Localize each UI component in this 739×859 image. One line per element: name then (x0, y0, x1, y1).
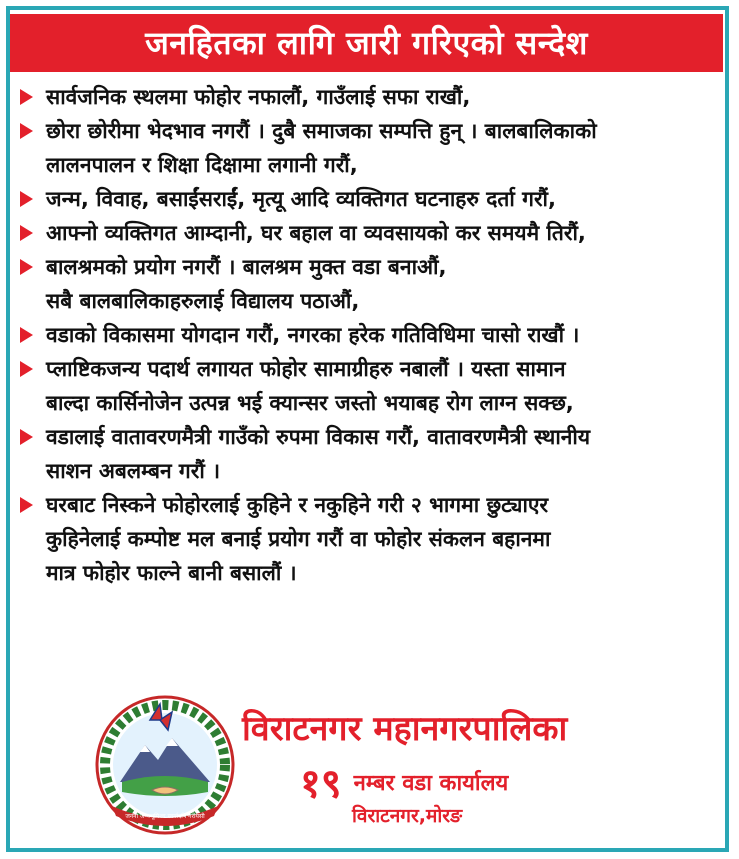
message-line: कुहिनेलाई कम्पोष्ट मल बनाई प्रयोग गरौं वा फोहोर संकलन बहानमा (46, 527, 551, 551)
message-line: बाल्दा कार्सिनोजेन उत्पन्न भई क्यान्सर जस्तो भयाबह रोग लाग्न सक्छ, (46, 391, 574, 415)
message-line: मात्र फोहोर फाल्ने बानी बसालौं । (46, 561, 297, 585)
message-line: सबै बालबालिकाहरुलाई विद्यालय पठाऔं, (46, 289, 360, 313)
message-item (18, 182, 718, 216)
message-line: साशन अबलम्बन गरौं । (46, 459, 221, 483)
message-item (18, 420, 718, 488)
message-line: आफ्नो व्यक्तिगत आम्दानी, घर बहाल वा व्यवसायको कर समयमै तिरौं, (46, 221, 586, 245)
message-item (18, 216, 718, 250)
bullet-triangle-icon (20, 497, 33, 513)
message-item (18, 80, 718, 114)
message-line: सार्वजनिक स्थलमा फोहोर नफालौं, गाउँलाई सफा राखौं, (46, 85, 471, 109)
message-line: छोरा छोरीमा भेदभाव नगरौं । दुबै समाजका सम्पत्ति हुन् । बालबालिकाको (46, 119, 597, 143)
bullet-triangle-icon (20, 327, 33, 343)
message-item (18, 250, 718, 318)
ward-office: नम्बर वडा कार्यालय (353, 770, 509, 796)
message-line: बालश्रमको प्रयोग नगरौं । बालश्रम मुक्त वडा बनाऔं, (46, 255, 447, 279)
message-item (18, 488, 718, 590)
message-item (18, 352, 718, 420)
message-list (18, 80, 718, 590)
message-line: घरबाट निस्कने फोहोरलाई कुहिने र नकुहिने गरी २ भागमा छुट्याएर (46, 493, 549, 517)
bullet-triangle-icon (20, 123, 33, 139)
message-line: लालनपालन र शिक्षा दिक्षामा लगानी गरौं, (46, 153, 358, 177)
message-line: वडालाई वातावरणमैत्री गाउँको रुपमा विकास गरौं, वातावरणमैत्री स्थानीय (46, 425, 591, 449)
bullet-triangle-icon (20, 191, 33, 207)
bullet-triangle-icon (20, 259, 33, 275)
ward-line (300, 754, 508, 809)
message-item (18, 114, 718, 182)
message-line: प्लाष्टिकजन्य पदार्थ लगायत फोहोर सामाग्रीहरु नबालौं । यस्ता सामान (46, 357, 566, 381)
bullet-triangle-icon (20, 225, 33, 241)
bullet-triangle-icon (20, 89, 33, 105)
organization-name: विराटनगर महानगरपालिका (242, 709, 568, 749)
bullet-triangle-icon (20, 361, 33, 377)
notice-title: जनहितका लागि जारी गरिएको सन्देश (10, 14, 723, 72)
nepal-emblem (90, 690, 240, 840)
ward-number: १९ (300, 761, 342, 807)
address: विराटनगर,मोरङ (352, 805, 463, 827)
bullet-triangle-icon (20, 429, 33, 445)
message-line: जन्म, विवाह, बसाईंसराईं, मृत्यू आदि व्यक्तिगत घटनाहरु दर्ता गरौं, (46, 187, 556, 211)
emblem-motto: जननी जन्मभूमिश्च स्वर्गादपि गरीयसी (125, 813, 205, 820)
message-line: वडाको विकासमा योगदान गरौं, नगरका हरेक गतिविधिमा चासो राखौं । (46, 323, 580, 347)
message-item (18, 318, 718, 352)
footer (0, 686, 739, 846)
